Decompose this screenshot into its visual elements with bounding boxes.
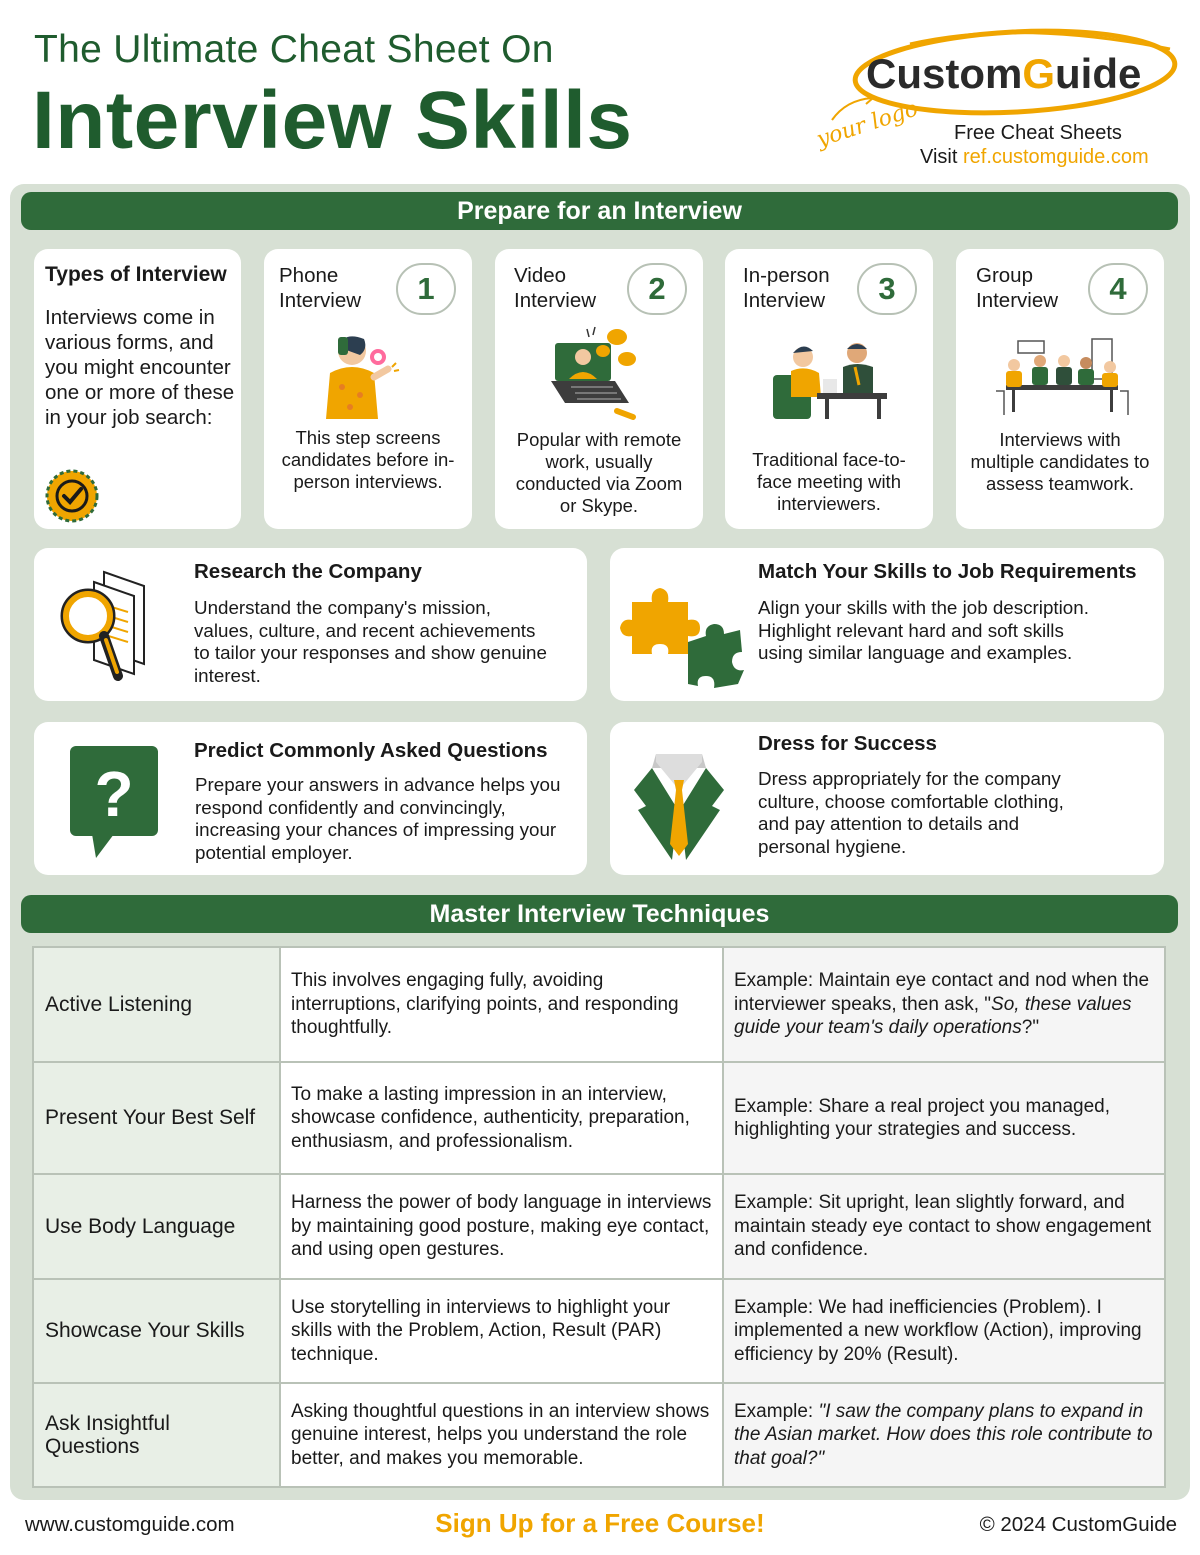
feature-body: Align your skills with the job description. Highlight relevant hard and soft skills using similar language and examples. bbox=[758, 597, 1089, 663]
technique-example: Example: "I saw the company plans to expand in the Asian market. How does this role contribute to that goal?" bbox=[723, 1383, 1165, 1487]
technique-description: This involves engaging fully, avoiding interruptions, clarifying points, and responding thoughtfully. bbox=[280, 947, 723, 1062]
match-skills-card bbox=[610, 548, 1164, 701]
type-number-badge: 4 bbox=[1088, 263, 1148, 315]
feature-title: Dress for Success bbox=[758, 732, 937, 755]
dress-for-success-card bbox=[610, 722, 1164, 875]
types-of-interview-card bbox=[34, 249, 241, 529]
question-bubble-icon bbox=[68, 744, 160, 860]
predict-questions-card bbox=[34, 722, 587, 875]
technique-description: To make a lasting impression in an interview, showcase confidence, authenticity, preparation, enthusiasm, and professionalism. bbox=[280, 1062, 723, 1174]
feature-body: Dress appropriately for the company culture, choose comfortable clothing, and pay attention to details and personal hygiene. bbox=[758, 768, 1064, 857]
puzzle-pieces-icon bbox=[618, 572, 744, 688]
in-person-interview-card bbox=[725, 249, 933, 529]
visit-url-link[interactable]: ref.customguide.com bbox=[962, 146, 1149, 168]
video-interview-card bbox=[495, 249, 703, 529]
logo-g: G bbox=[1022, 50, 1056, 97]
magnifier-documents-icon bbox=[52, 564, 172, 688]
type-title: Group Interview bbox=[976, 264, 1059, 312]
group-meeting-illustration bbox=[956, 335, 1164, 435]
your-logo-label: your logo bbox=[813, 96, 922, 153]
feature-title: Research the Company bbox=[194, 560, 422, 583]
type-number-badge: 2 bbox=[627, 263, 687, 315]
group-interview-card bbox=[956, 249, 1164, 529]
technique-description: Asking thoughtful questions in an interview shows genuine interest, helps you understand the role better, and makes you memorable. bbox=[280, 1383, 723, 1487]
visit-line bbox=[920, 146, 1149, 169]
feature-title: Match Your Skills to Job Requirements bbox=[758, 560, 1137, 583]
in-person-meeting-illustration bbox=[725, 335, 933, 435]
header bbox=[0, 0, 1200, 185]
feature-body: Prepare your answers in advance helps you respond confidently and convincingly, increasing your chances of impressing your potential employer. bbox=[195, 774, 561, 863]
signup-cta-label[interactable]: Sign Up for a Free Course! bbox=[435, 1508, 765, 1538]
type-title: Phone Interview bbox=[279, 264, 362, 312]
logo-text bbox=[866, 50, 1141, 98]
logo-custom: Custom bbox=[866, 50, 1023, 97]
table-row bbox=[33, 947, 1165, 1062]
table-row bbox=[33, 1383, 1165, 1487]
technique-example: Example: Maintain eye contact and nod when the interviewer speaks, then ask, "So, these values guide your team's daily operations?" bbox=[723, 947, 1165, 1062]
types-title: Types of Interview bbox=[45, 263, 227, 286]
type-description: Interviews with multiple candidates to assess teamwork. bbox=[970, 429, 1150, 494]
technique-description: Harness the power of body language in interviews by maintaining good posture, making eye contact, and using open gestures. bbox=[280, 1174, 723, 1279]
page-title: Interview Skills bbox=[32, 75, 633, 166]
research-company-card bbox=[34, 548, 587, 701]
technique-example: Example: Share a real project you managed, highlighting your strategies and success. bbox=[723, 1062, 1165, 1174]
technique-example: Example: We had inefficiencies (Problem). I implemented a new workflow (Action), improving efficiency by 20% (Result). bbox=[723, 1279, 1165, 1383]
logo-guide: uide bbox=[1055, 50, 1142, 97]
phone-call-illustration bbox=[264, 329, 472, 429]
free-cheat-sheets-label: Free Cheat Sheets bbox=[954, 122, 1122, 144]
technique-name: Showcase Your Skills bbox=[33, 1279, 280, 1383]
visit-label: Visit bbox=[920, 146, 958, 168]
table-row bbox=[33, 1279, 1165, 1383]
type-number-badge: 1 bbox=[396, 263, 456, 315]
technique-name: Ask Insightful Questions bbox=[33, 1383, 280, 1487]
techniques-table bbox=[32, 946, 1166, 1488]
suit-tie-icon bbox=[632, 750, 726, 862]
technique-example: Example: Sit upright, lean slightly forward, and maintain steady eye contact to show engagement and confidence. bbox=[723, 1174, 1165, 1279]
phone-interview-card bbox=[264, 249, 472, 529]
technique-name: Use Body Language bbox=[33, 1174, 280, 1279]
type-description: Traditional face-to-face meeting with interviewers. bbox=[752, 449, 906, 514]
technique-name: Present Your Best Self bbox=[33, 1062, 280, 1174]
technique-description: Use storytelling in interviews to highlight your skills with the Problem, Action, Result (PAR) technique. bbox=[280, 1279, 723, 1383]
types-body: Interviews come in various forms, and you might encounter one or more of these in your job search: bbox=[45, 306, 235, 429]
table-row bbox=[33, 1174, 1165, 1279]
prepare-section-header: Prepare for an Interview bbox=[21, 192, 1178, 230]
feature-title: Predict Commonly Asked Questions bbox=[194, 739, 548, 762]
techniques-section-header: Master Interview Techniques bbox=[21, 895, 1178, 933]
type-description: Popular with remote work, usually conducted via Zoom or Skype. bbox=[515, 429, 683, 516]
type-title: In-person Interview bbox=[743, 264, 830, 312]
type-description: This step screens candidates before in-person interviews. bbox=[281, 427, 455, 492]
table-row bbox=[33, 1062, 1165, 1174]
page-subtitle: The Ultimate Cheat Sheet On bbox=[34, 28, 554, 71]
check-badge-icon bbox=[45, 469, 99, 523]
footer-copyright: © 2024 CustomGuide bbox=[979, 1513, 1177, 1536]
svg-text:?: ? bbox=[94, 758, 134, 830]
technique-name: Active Listening bbox=[33, 947, 280, 1062]
type-title: Video Interview bbox=[514, 264, 597, 312]
feature-body: Understand the company's mission, values, culture, and recent achievements to tailor your responses and show genuine interest. bbox=[194, 597, 547, 686]
footer-website-link[interactable]: www.customguide.com bbox=[25, 1513, 235, 1536]
type-number-badge: 3 bbox=[857, 263, 917, 315]
video-call-illustration bbox=[495, 321, 703, 421]
